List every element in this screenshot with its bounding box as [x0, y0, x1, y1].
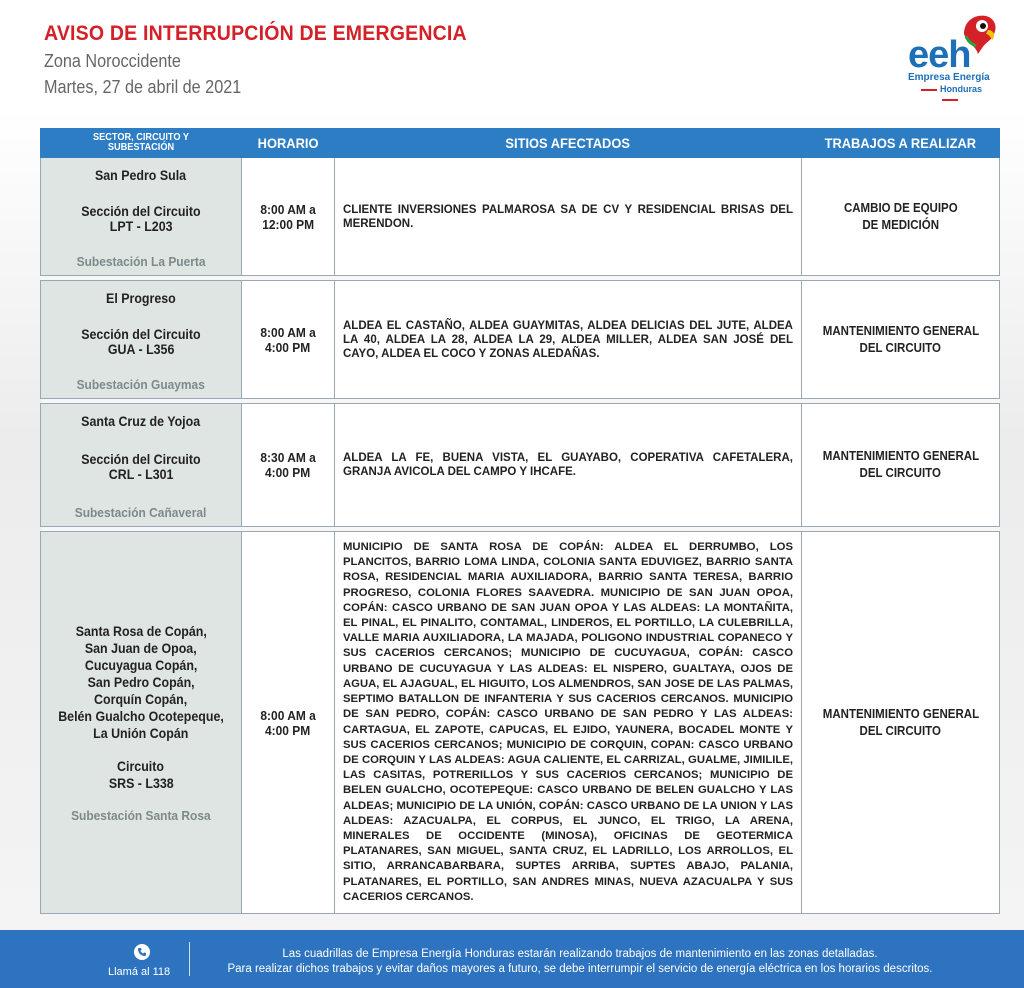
work-cell: MANTENIMIENTO GENERAL DEL CIRCUITO	[802, 532, 1000, 914]
sector-place: Santa Cruz de Yojoa	[81, 414, 201, 429]
table-header-row	[41, 129, 1000, 158]
phone-icon	[134, 944, 150, 960]
sector-place: San Pedro Sula	[95, 168, 187, 183]
sector-substation: Subestación Cañaveral	[75, 505, 207, 520]
sector-cell	[41, 158, 242, 276]
sector-substation: Subestación La Puerta	[76, 254, 206, 269]
logo-rule-left	[921, 89, 937, 91]
sector-cell	[41, 404, 242, 527]
footer-message-line1: Las cuadrillas de Empresa Energía Honduras estarán realizando trabajos de mantenimiento en las zonas detalladas.	[282, 948, 878, 960]
table-row	[41, 532, 1000, 914]
sector-content	[41, 281, 241, 398]
table-row	[41, 158, 1000, 276]
sector-circuit: Sección del Circuito CRL - L301	[81, 452, 201, 482]
sites-cell: CLIENTE INVERSIONES PALMAROSA SA DE CV Y RESIDENCIAL BRISAS DEL MERENDON.	[335, 158, 802, 276]
logo-country-text: Honduras	[939, 84, 982, 94]
hour-cell: 8:30 AM a 4:00 PM	[242, 404, 335, 527]
header-sector: SECTOR, CIRCUITO Y SUBESTACIÓN	[41, 129, 242, 158]
header-work: TRABAJOS A REALIZAR	[802, 129, 1000, 158]
call-number-label: Llamá al 118	[108, 966, 171, 978]
page-header	[44, 22, 499, 98]
work-cell: CAMBIO DE EQUIPO DE MEDICIÓN	[802, 158, 1000, 276]
sector-content	[41, 158, 241, 275]
logo-company-line: Empresa Energía	[908, 72, 990, 83]
sector-cell	[41, 281, 242, 399]
work-cell: MANTENIMIENTO GENERAL DEL CIRCUITO	[802, 281, 1000, 399]
logo-wordmark: eeh	[908, 34, 971, 76]
sector-substation: Subestación Santa Rosa	[71, 807, 211, 823]
page-title: AVISO DE INTERRUPCIÓN DE EMERGENCIA	[44, 22, 467, 45]
sector-content	[41, 404, 241, 526]
hour-cell: 8:00 AM a 4:00 PM	[242, 532, 335, 914]
zone-label: Zona Noroccidente	[44, 51, 181, 71]
footer-message	[200, 947, 960, 977]
work-cell: MANTENIMIENTO GENERAL DEL CIRCUITO	[802, 404, 1000, 527]
sector-place: El Progreso	[106, 291, 176, 306]
sector-cell	[41, 532, 242, 914]
footer-message-line2: Para realizar dichos trabajos y evitar daños mayores a futuro, se debe interrumpir el servicio de energía eléctrica en los horarios descritos.	[227, 963, 933, 975]
logo-country-line	[908, 84, 992, 104]
footer-divider	[189, 942, 190, 976]
header-hour: HORARIO	[242, 129, 335, 158]
sector-substation: Subestación Guaymas	[76, 377, 206, 392]
logo-rule-right	[942, 99, 958, 101]
sector-circuit: Sección del Circuito GUA - L356	[81, 326, 201, 357]
sector-places: Santa Rosa de Copán, San Juan de Opoa, Cucuyagua Copán, San Pedro Copán, Corquín Copán, Belén Gualcho Ocotepeque, La Unión Copán	[58, 623, 224, 741]
sector-circuit: Circuito SRS - L338	[108, 758, 174, 791]
date-label: Martes, 27 de abril de 2021	[44, 77, 242, 97]
footer-bar	[0, 930, 1024, 988]
outage-table	[40, 128, 1000, 914]
sites-cell: ALDEA LA FE, BUENA VISTA, EL GUAYABO, COPERATIVA CAFETALERA, GRANJA AVICOLA DEL CAMPO Y IHCAFE.	[335, 404, 802, 527]
sites-cell: MUNICIPIO DE SANTA ROSA DE COPÁN: ALDEA EL DERRUMBO, LOS PLANCITOS, BARRIO LOMA LINDA, COLONIA SANTA EDUVIGEZ, BARRIO SANTA ROSA, RESIDENCIAL MARIA AUXILIADORA, BARRIO SANTA TERESA, BARRIO PROGRESO, COLONIA FLORES SAAVEDRA. MUNICIPIO DE SAN JUAN OPOA, COPÁN: CASCO URBANO DE SAN JUAN OPOA Y LAS ALDEAS: LA MONTAÑITA, EL PINAL, EL PINALITO, CONTAMAL, LINDEROS, EL PORTILLO, LA CULEBRILLA, VALLE MARIA AUXILIADORA, LA MAJADA, POLIGONO INDUSTRIAL COPANECO Y SUS CACERIOS CERCANOS; MUNICIPIO DE CUCUYAGUA, COPÁN: CASCO URBANO DE CUCUYAGUA Y LAS ALDEAS: EL NISPERO, GUALTAYA, OJOS DE AGUA, EL AJAGUAL, EL HIGUITO, LOS ALMENDROS, SAN JOSE DE LAS PALMAS, SEPTIMO BATALLON DE INFANTERIA Y SUS CACERIOS CERCANOS. MUNICIPIO DE SAN PEDRO, COPÁN: CASCO URBANO DE SAN PEDRO Y LAS ALDEAS: CARTAGUA, EL ZAPOTE, CAPUCAS, EL EJIDO, YAUNERA, BOCADEL MONTE Y SUS CACERIOS CERCANOS; MUNICIPIO DE CORQUIN, COPAN: CASCO URBANO DE CORQUIN Y LAS ALDEAS: AGUA CALIENTE, EL CARRIZAL, GUALME, JIMILILE, LAS CASITAS, POTRERILLOS Y SUS CACERIOS CERCANOS; MUNICIPIO DE BELEN GUALCHO, OCOTEPEQUE: CASCO URBANO DE BELEN GUALCHO Y LAS ALDEAS; MUNICIPIO DE LA UNIÓN, COPÁN: CASCO URBANO DE LA UNION Y LAS ALDEAS: AZACUALPA, EL CORPUS, EL JUNCO, EL TRIGO, LA ARENA, MINERALES DE OCCIDENTE (MINOSA), OFICINAS DE GEOTERMICA PLATANARES, SAN MIGUEL, SANTA CRUZ, EL LADRILLO, LOS ARROLLOS, EL SITIO, ARRANCABARBARA, SUPTES ARRIBA, SUPTES ABAJO, PALANIA, PLATANARES, EL PORTILLO, SAN ANDRES MINAS, NUEVA AZACUALPA Y SUS CACERIOS CERCANOS.	[335, 532, 802, 914]
hour-cell: 8:00 AM a 12:00 PM	[242, 158, 335, 276]
hour-cell: 8:00 AM a 4:00 PM	[242, 281, 335, 399]
table-row	[41, 404, 1000, 527]
sites-cell: ALDEA EL CASTAÑO, ALDEA GUAYMITAS, ALDEA DELICIAS DEL JUTE, ALDEA LA 40, ALDEA LA 28, ALDEA LA 29, ALDEA MILLER, ALDEA SAN JOSÉ DEL CAYO, ALDEA EL COCO Y ZONAS ALEDAÑAS.	[335, 281, 802, 399]
header-sites: SITIOS AFECTADOS	[335, 129, 802, 158]
eeh-logo	[900, 12, 1000, 102]
table-row	[41, 281, 1000, 399]
sector-circuit: Sección del Circuito LPT - L203	[81, 203, 201, 234]
